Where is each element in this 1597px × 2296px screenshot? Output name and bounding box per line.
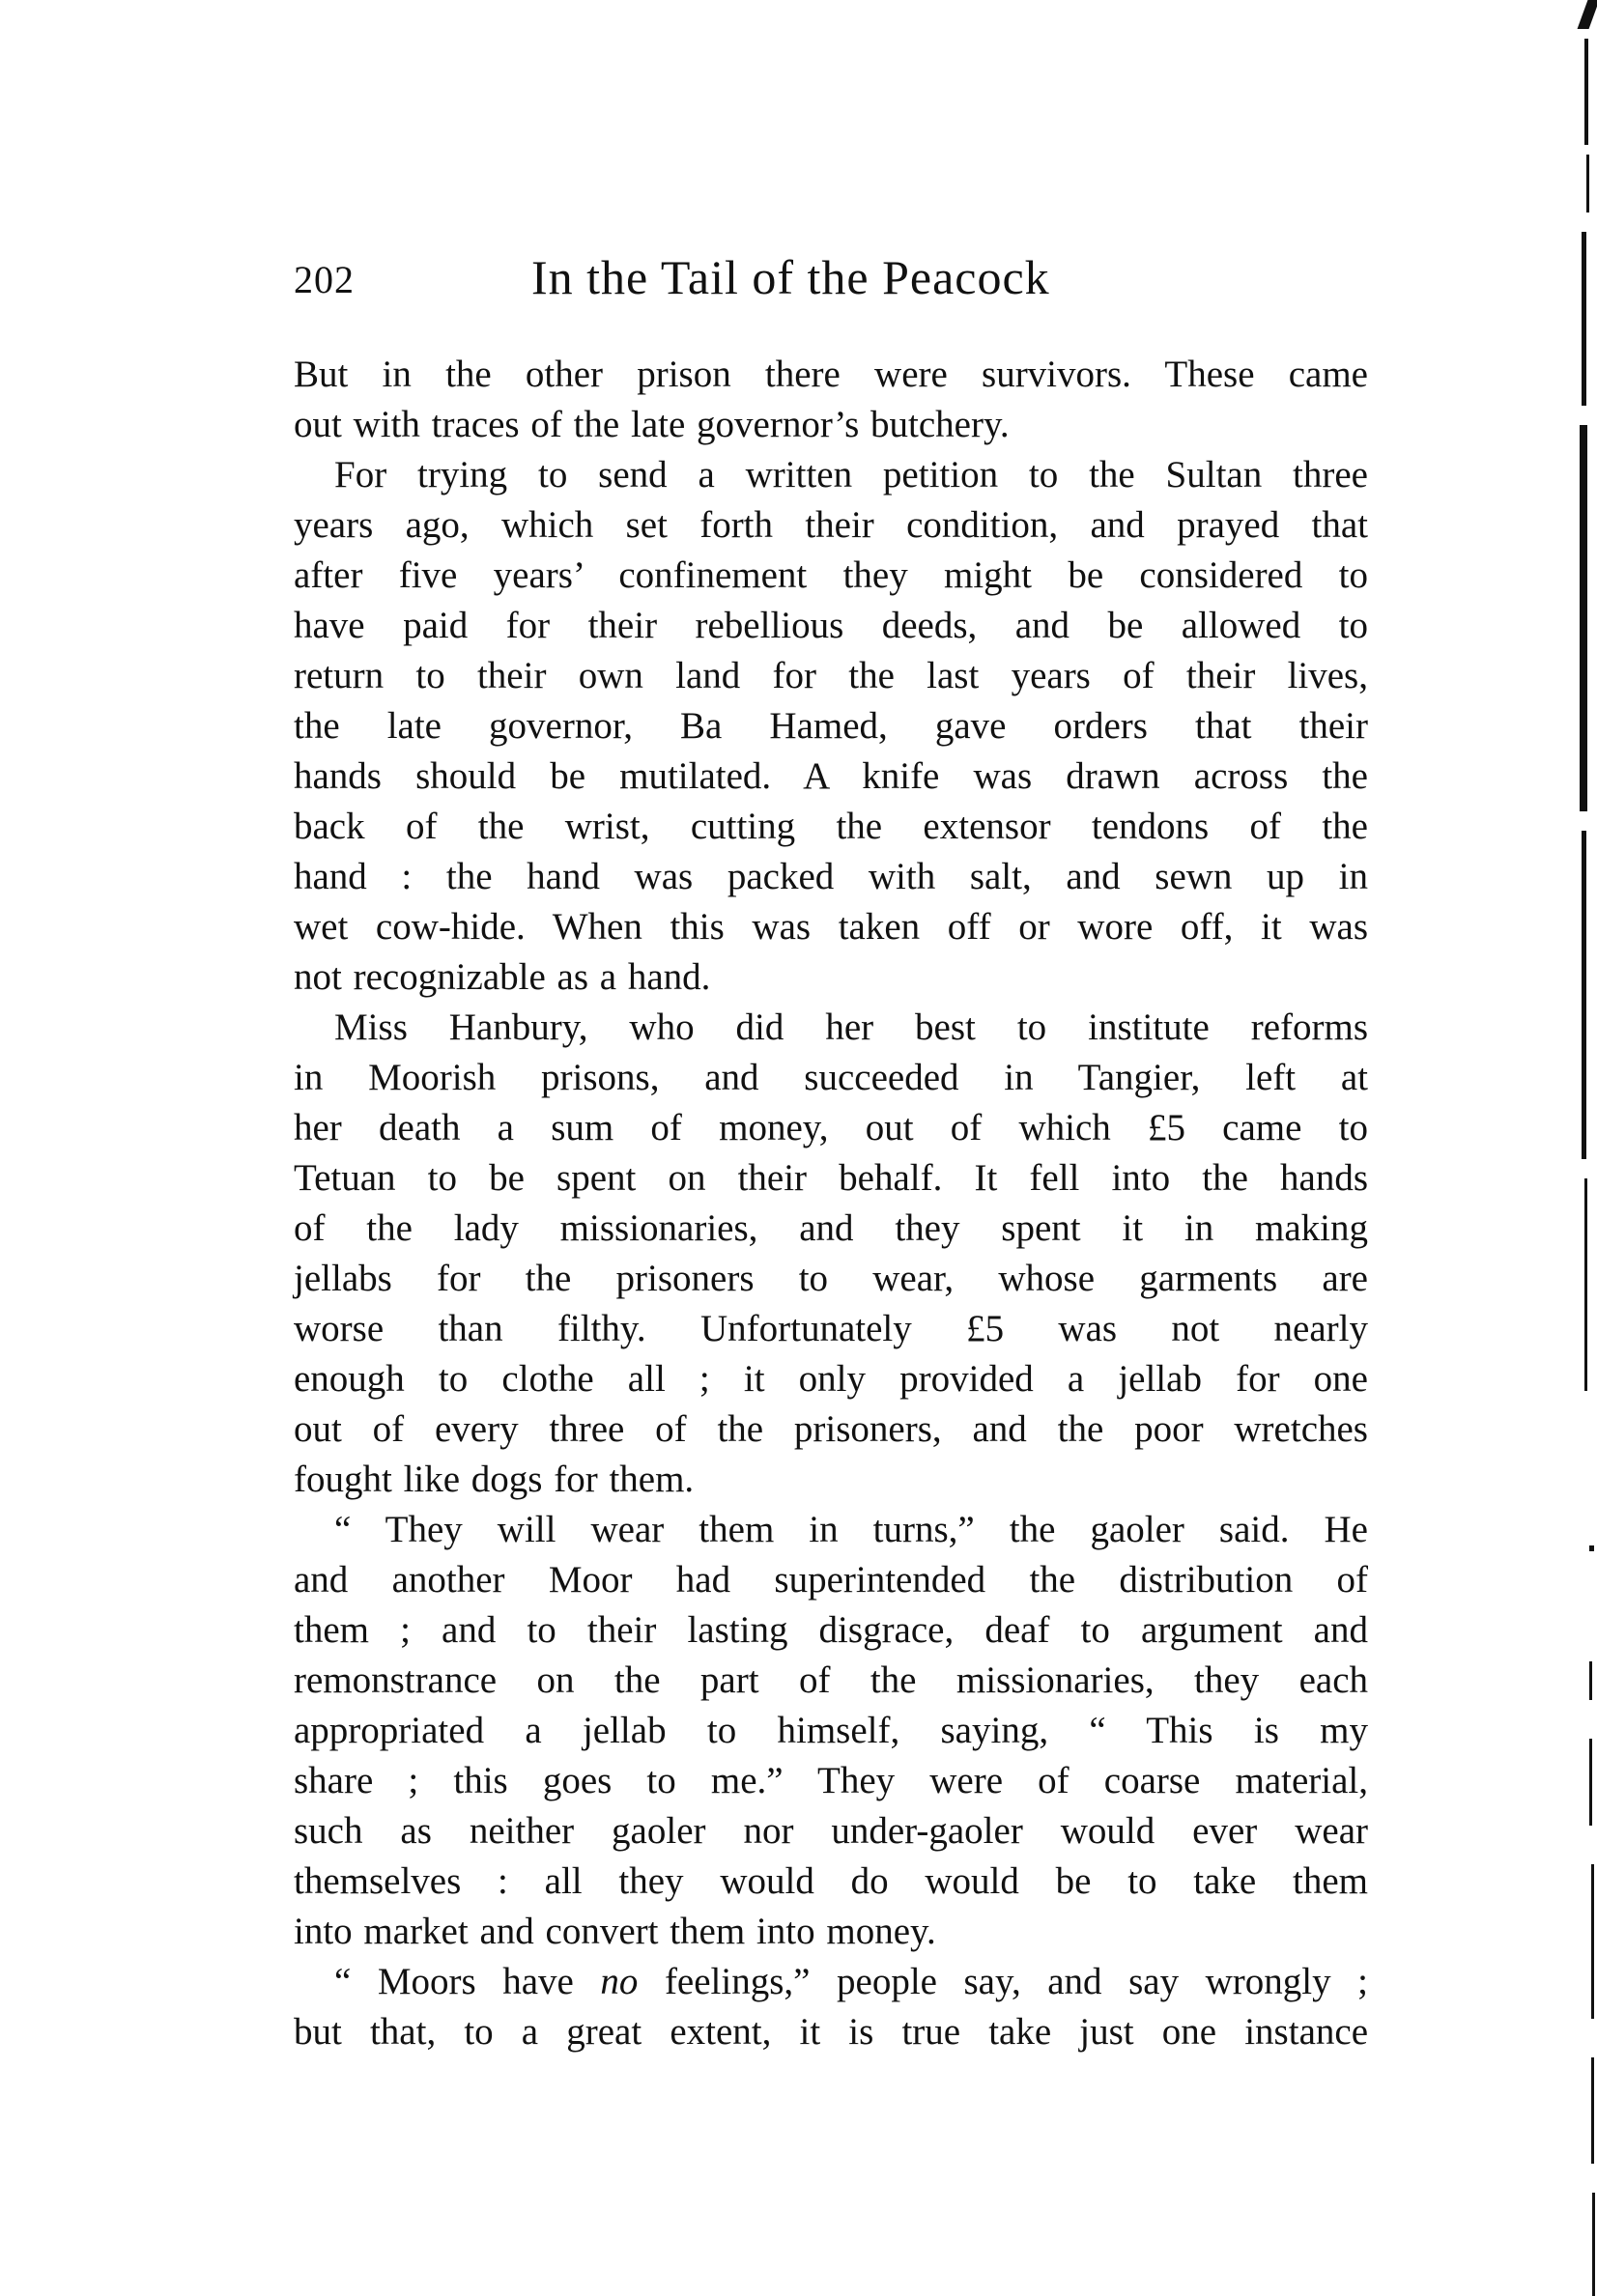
text-line: hands should be mutilated. A knife was drawn across the — [294, 755, 1368, 797]
text-line: such as neither gaoler nor under-gaoler would ever wear — [294, 1810, 1368, 1852]
paragraph — [294, 1957, 1368, 2057]
text-line: into market and convert them into money. — [294, 1911, 936, 1952]
text-line: years ago, which set forth their condition, and prayed that — [294, 504, 1368, 546]
text-line: hand : the hand was packed with salt, and sewn up in — [294, 856, 1368, 897]
text-line — [294, 1957, 1368, 2007]
text-segment: “ Moors have — [334, 1961, 601, 2002]
text-line: after five years’ confinement they might be considered to — [294, 554, 1368, 596]
body-text — [294, 350, 1368, 2057]
text-line: her death a sum of money, out of which £5 came to — [294, 1107, 1368, 1148]
text-segment: feelings,” people say, and say wrongly ; — [638, 1961, 1368, 2002]
text-line: themselves : all they would do would be to take them — [294, 1860, 1368, 1902]
text-line: “ They will wear them in turns,” the gaoler said. He — [334, 1509, 1368, 1550]
text-line: the late governor, Ba Hamed, gave orders that their — [294, 705, 1368, 747]
paragraph — [294, 350, 1368, 450]
text-line: of the lady missionaries, and they spent it in making — [294, 1207, 1368, 1249]
paragraph — [294, 450, 1368, 1003]
text-line: not recognizable as a hand. — [294, 956, 711, 998]
running-title: In the Tail of the Peacock — [531, 250, 1050, 304]
text-line: in Moorish prisons, and succeeded in Tangier, left at — [294, 1057, 1368, 1098]
text-line: jellabs for the prisoners to wear, whose garments are — [294, 1258, 1368, 1299]
text-line: worse than filthy. Unfortunately £5 was not nearly — [294, 1308, 1368, 1349]
italic-text: no — [600, 1961, 639, 2002]
text-line: Tetuan to be spent on their behalf. It fell into the hands — [294, 1157, 1368, 1199]
text-line: But in the other prison there were survivors. These came — [294, 354, 1368, 395]
paragraph — [294, 1505, 1368, 1957]
text-line: out with traces of the late governor’s butchery. — [294, 404, 1010, 445]
text-line: them ; and to their lasting disgrace, deaf to argument and — [294, 1609, 1368, 1651]
text-line: appropriated a jellab to himself, saying, “ This is my — [294, 1710, 1368, 1751]
text-line: out of every three of the prisoners, and the poor wretches — [294, 1408, 1368, 1450]
paragraphs — [294, 350, 1368, 1957]
text-line: Miss Hanbury, who did her best to institute reforms — [334, 1006, 1368, 1048]
text-line: enough to clothe all ; it only provided a jellab for one — [294, 1358, 1368, 1400]
text-line: share ; this goes to me.” They were of coarse material, — [294, 1760, 1368, 1801]
text-line: but that, to a great extent, it is true take just one instance — [294, 2011, 1368, 2053]
text-line: remonstrance on the part of the missionaries, they each — [294, 1659, 1368, 1701]
text-line: back of the wrist, cutting the extensor tendons of the — [294, 806, 1368, 847]
running-header — [294, 249, 1366, 307]
page-number: 202 — [294, 258, 355, 301]
text-line: wet cow-hide. When this was taken off or wore off, it was — [294, 906, 1368, 948]
text-line: return to their own land for the last years of their lives, — [294, 655, 1368, 696]
text-line: fought like dogs for them. — [294, 1459, 695, 1500]
text-line: For trying to send a written petition to the Sultan three — [334, 454, 1368, 496]
text-line: and another Moor had superintended the distribution of — [294, 1559, 1368, 1601]
text-line: have paid for their rebellious deeds, and be allowed to — [294, 605, 1368, 646]
paragraph — [294, 1003, 1368, 1505]
